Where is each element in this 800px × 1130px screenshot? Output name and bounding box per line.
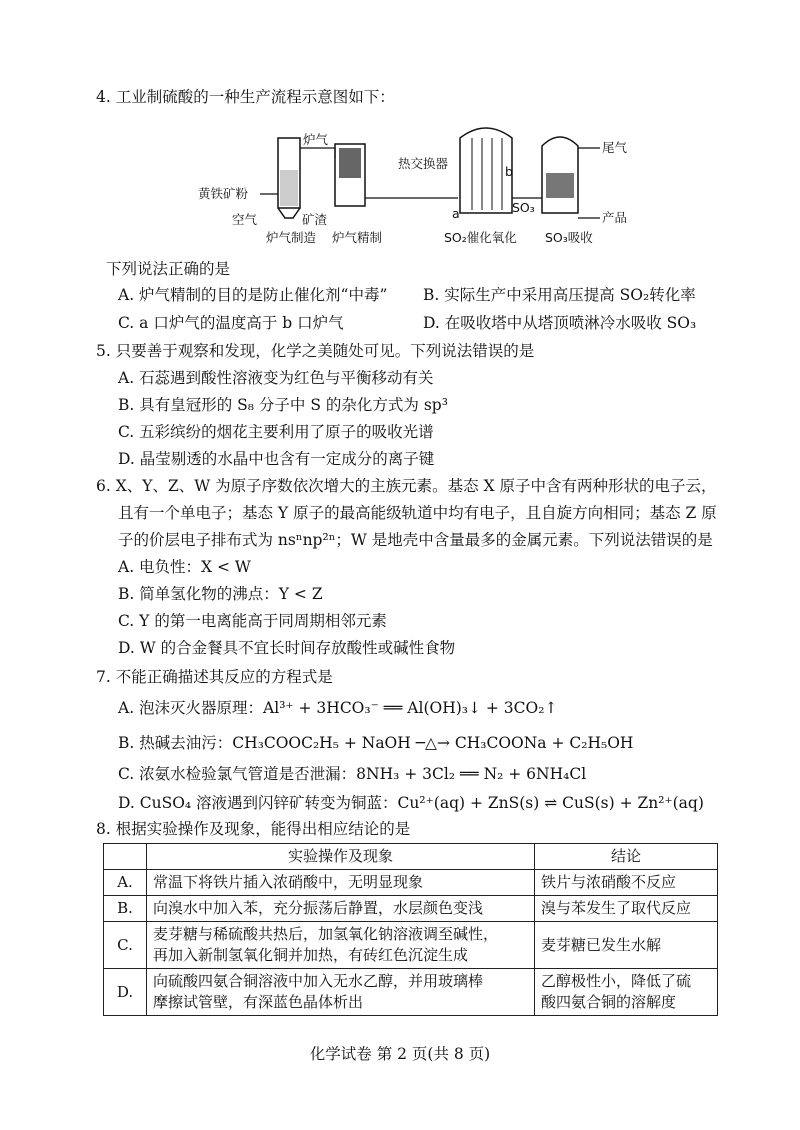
q8-stem: 8. 根据实验操作及现象，能得出相应结论的是 bbox=[96, 820, 411, 838]
label-heat-exchanger: 热交换器 bbox=[398, 156, 449, 171]
row-conclusion: 铁片与浓硝酸不反应 bbox=[535, 870, 718, 896]
table-row bbox=[104, 870, 718, 896]
label-port-a: a bbox=[452, 206, 460, 221]
row-conclusion-line1: 乙醇极性小，降低了硫 bbox=[541, 972, 692, 990]
row-operation: 向溴水中加入苯，充分振荡后静置，水层颜色变浅 bbox=[147, 896, 535, 922]
q6-option-a: A. 电负性：X < W bbox=[118, 558, 251, 576]
q6-option-c: C. Y 的第一电离能高于同周期相邻元素 bbox=[118, 612, 387, 630]
row-option: B. bbox=[104, 896, 147, 922]
header-conclusion: 结论 bbox=[535, 844, 718, 870]
q6-line1: 6. X、Y、Z、W 为原子序数依次增大的主族元素。基态 X 原子中含有两种形状的电子云， bbox=[96, 477, 717, 495]
q6-line3: 子的价层电子排布式为 nsⁿnp²ⁿ；W 是地壳中含量最多的金属元素。下列说法错误的是 bbox=[118, 531, 713, 549]
experiment-table bbox=[103, 843, 718, 1016]
q7-option-b: B. 热碱去油污：CH₃COOC₂H₅ + NaOH ─△→ CH₃COONa + C₂H₅OH bbox=[118, 734, 634, 752]
row-operation: 常温下将铁片插入浓硝酸中，无明显现象 bbox=[147, 870, 535, 896]
q4-option-c: C. a 口炉气的温度高于 b 口炉气 bbox=[118, 314, 344, 332]
row-operation-line2: 摩擦试管壁，有深蓝色晶体析出 bbox=[153, 993, 364, 1011]
page-footer: 化学试卷 第 2 页(共 8 页) bbox=[309, 1045, 491, 1063]
q7-option-a: A. 泡沫灭火器原理：Al³⁺ + 3HCO₃⁻ ══ Al(OH)₃↓ + 3CO₂↑ bbox=[118, 699, 558, 717]
q6-option-b: B. 简单氢化物的沸点：Y < Z bbox=[118, 585, 323, 603]
table-header-row bbox=[104, 844, 718, 870]
q5-stem: 5. 只要善于观察和发现，化学之美随处可见。下列说法错误的是 bbox=[96, 342, 535, 360]
row-operation-line1: 向硫酸四氨合铜溶液中加入无水乙醇，并用玻璃棒 bbox=[153, 972, 484, 990]
header-blank bbox=[104, 844, 147, 870]
q4-option-a: A. 炉气精制的目的是防止催化剂“中毒” bbox=[118, 286, 388, 304]
q6-option-d: D. W 的合金餐具不宜长时间存放酸性或碱性食物 bbox=[118, 639, 456, 657]
label-kongqi: 空气 bbox=[232, 212, 258, 227]
absorber-fill bbox=[546, 173, 574, 198]
row-option: A. bbox=[104, 870, 147, 896]
label-weiqi: 尾气 bbox=[602, 140, 628, 155]
row-conclusion: 麦芽糖已发生水解 bbox=[535, 922, 718, 969]
q4-prompt: 下列说法正确的是 bbox=[106, 260, 231, 278]
row-option: C. bbox=[104, 922, 147, 969]
table-row bbox=[104, 922, 718, 969]
label-stage1: 炉气制造 bbox=[266, 230, 317, 245]
label-luqi: 炉气 bbox=[303, 132, 329, 147]
row-option: D. bbox=[104, 969, 147, 1016]
row-operation-line2: 再加入新制氢氧化铜并加热，有砖红色沉淀生成 bbox=[153, 946, 469, 964]
row-conclusion-line2: 酸四氨合铜的溶解度 bbox=[541, 993, 677, 1011]
label-stage4: SO₃吸收 bbox=[545, 230, 593, 245]
sulfuric-acid-process-diagram bbox=[190, 118, 650, 258]
row-operation bbox=[147, 922, 535, 969]
q5-option-b: B. 具有皇冠形的 S₈ 分子中 S 的杂化方式为 sp³ bbox=[118, 396, 448, 414]
q4-stem: 4. 工业制硫酸的一种生产流程示意图如下： bbox=[96, 88, 395, 106]
q7-option-c: C. 浓氨水检验氯气管道是否泄漏：8NH₃ + 3Cl₂ ══ N₂ + 6NH₄Cl bbox=[118, 765, 587, 783]
purifier-fill bbox=[339, 148, 361, 178]
q4-option-b: B. 实际生产中采用高压提高 SO₂转化率 bbox=[423, 286, 696, 304]
row-conclusion bbox=[535, 969, 718, 1016]
header-operation: 实验操作及现象 bbox=[147, 844, 535, 870]
q7-stem: 7. 不能正确描述其反应的方程式是 bbox=[96, 668, 333, 686]
label-stage3: SO₂催化氧化 bbox=[444, 230, 517, 245]
row-conclusion: 溴与苯发生了取代反应 bbox=[535, 896, 718, 922]
label-so3: SO₃ bbox=[512, 200, 535, 215]
q5-option-c: C. 五彩缤纷的烟花主要利用了原子的吸收光谱 bbox=[118, 423, 434, 441]
table-row bbox=[104, 969, 718, 1016]
label-stage2: 炉气精制 bbox=[332, 230, 383, 245]
label-huangtie: 黄铁矿粉 bbox=[198, 186, 249, 201]
q5-option-a: A. 石蕊遇到酸性溶液变为红色与平衡移动有关 bbox=[118, 369, 434, 387]
label-kuangzha: 矿渣 bbox=[302, 212, 328, 227]
q5-option-d: D. 晶莹剔透的水晶中也含有一定成分的离子键 bbox=[118, 450, 435, 468]
row-operation-line1: 麦芽糖与稀硫酸共热后，加氢氧化钠溶液调至碱性， bbox=[153, 925, 499, 943]
row-operation bbox=[147, 969, 535, 1016]
label-port-b: b bbox=[505, 164, 513, 179]
label-chanpin: 产品 bbox=[602, 210, 628, 225]
table-row bbox=[104, 896, 718, 922]
q6-line2: 且有一个单电子；基态 Y 原子的最高能级轨道中均有电子，且自旋方向相同；基态 Z 原 bbox=[118, 504, 717, 522]
q7-option-d: D. CuSO₄ 溶液遇到闪锌矿转变为铜蓝：Cu²⁺(aq) + ZnS(s) ⇌ CuS(s) + Zn²⁺(aq) bbox=[118, 794, 704, 812]
furnace-fill bbox=[280, 170, 298, 206]
q4-option-d: D. 在吸收塔中从塔顶喷淋冷水吸收 SO₃ bbox=[423, 314, 697, 332]
